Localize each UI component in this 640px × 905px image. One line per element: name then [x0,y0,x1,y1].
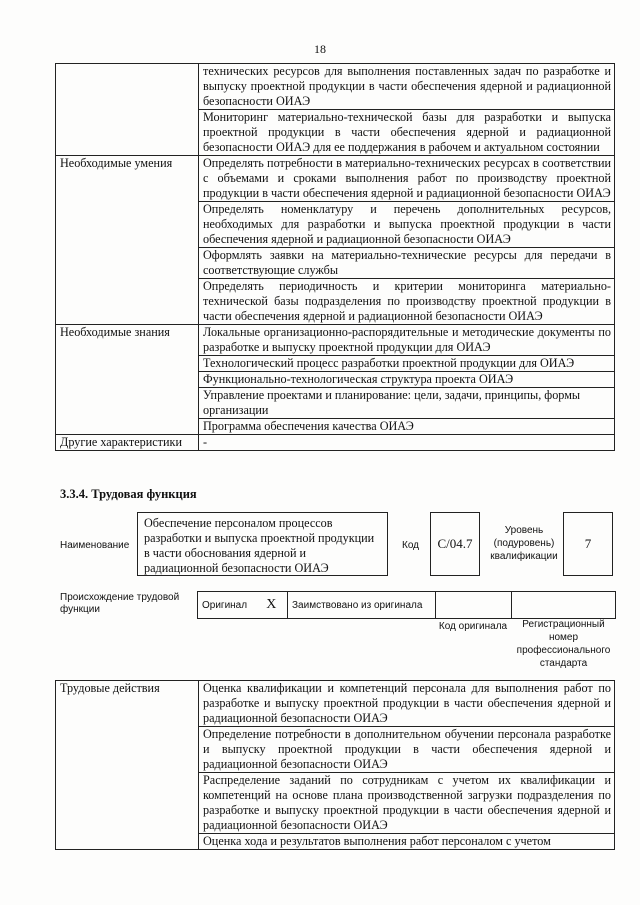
table-cell: Оценка квалификации и компетенций персонала для выполнения работ по разработке и выпуску проектной продукции в части обеспечения ядерной и радиационной безопасности ОИАЭ [199,681,615,727]
origin-label: Происхождение трудовой функции [60,592,180,615]
code-origin-cell [436,592,512,619]
name-label: Наименование [60,540,130,551]
original-label: Оригинал [198,592,256,619]
original-mark: X [256,592,288,619]
table-cell: Функционально-технологическая структура проекта ОИАЭ [199,372,615,388]
code-value: C/04.7 [430,512,480,576]
table-cell: Определять потребности в материально-технических ресурсах в соответствии с объемами и сроками выполнения работ по производству проектной продукции в части обеспечения ядерной и радиационной безопасности ОИАЭ [199,156,615,202]
labor-actions-table [55,680,615,850]
table-cell: Управление проектами и планирование: цели, задачи, принципы, формы организации [199,388,615,419]
level-label: Уровень (подуровень) квалификации [490,525,558,562]
table-row [56,325,615,356]
table-cell: Определять номенклатуру и перечень дополнительных ресурсов, необходимых для разработки и выпуска проектной продукции в части обеспечения ядерной и радиационной безопасности ОИАЭ [199,202,615,248]
table-cell: Локальные организационно-распорядительные и методические документы по разработке и выпуску проектной продукции для ОИАЭ [199,325,615,356]
table-cell: Мониторинг материально-технической базы для разработки и выпуска проектной продукции в части обеспечения ядерной и радиационной безопасности ОИАЭ для ее поддержания в рабочем и актуальном состоянии [199,110,615,156]
page-number: 18 [314,42,326,56]
row-label-actions: Трудовые действия [56,681,199,850]
table-cell: технических ресурсов для выполнения поставленных задач по разработке и выпуску проектной продукции в части обеспечения ядерной и радиационной безопасности ОИАЭ [199,64,615,110]
reg-number-label: Регистрационный номер профессионального стандарта [516,619,611,669]
level-value: 7 [563,512,613,576]
table-row [56,64,615,110]
row-label [56,64,199,156]
table-cell: Определять периодичность и критерии мониторинга материально-технической базы подразделения по производству проектной продукции в части обеспечения ядерной и радиационной безопасности ОИАЭ [199,279,615,325]
table-row [56,435,615,451]
borrowed-label: Заимствовано из оригинала [288,592,436,619]
code-label: Код [402,540,420,551]
origin-table [197,591,616,619]
table-cell: - [199,435,615,451]
table-row [56,681,615,727]
table-cell: Оформлять заявки на материально-технические ресурсы для передачи в соответствующие службы [199,248,615,279]
function-name-box: Обеспечение персоналом процессов разработки и выпуска проектной продукции в части обоснования ядерной и радиационной безопасности ОИАЭ [137,512,388,576]
table-cell: Программа обеспечения качества ОИАЭ [199,419,615,435]
table-cell: Технологический процесс разработки проектной продукции для ОИАЭ [199,356,615,372]
table-cell: Распределение заданий по сотрудникам с учетом их квалификации и компетенций на основе плана производственной загрузки подразделения по разработке и выпуску проектной продукции в части обеспечения ядерной и радиационной безопасности ОИАЭ [199,773,615,834]
section-heading: 3.3.4. Трудовая функция [60,487,197,501]
row-label-knowledge: Необходимые знания [56,325,199,435]
code-origin-label: Код оригинала [438,621,508,632]
row-label-skills: Необходимые умения [56,156,199,325]
table-cell: Определение потребности в дополнительном обучении персонала разработке и выпуску проектной продукции в части обеспечения ядерной и радиационной безопасности ОИАЭ [199,727,615,773]
row-label-other: Другие характеристики [56,435,199,451]
table-row [56,156,615,202]
reg-number-cell [512,592,616,619]
requirements-table [55,63,615,451]
table-cell: Оценка хода и результатов выполнения работ персоналом с учетом [199,834,615,850]
